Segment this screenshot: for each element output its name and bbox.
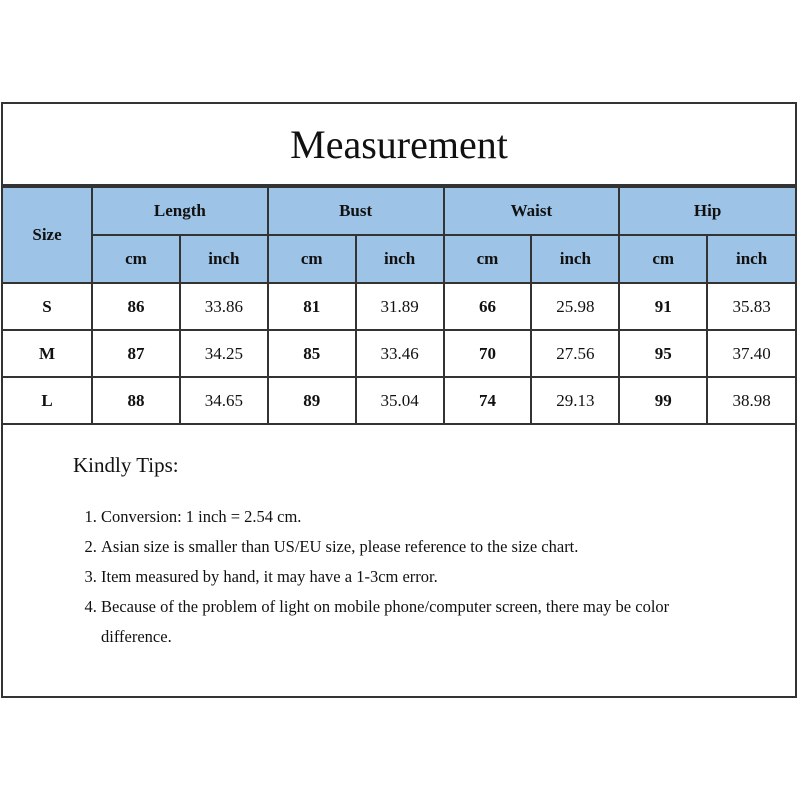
header-hip: Hip [619, 187, 795, 235]
inch-cell: 33.86 [180, 283, 268, 330]
measurement-table [3, 186, 795, 425]
cm-cell: 81 [268, 283, 356, 330]
tips-section [3, 425, 795, 652]
unit-cm: cm [619, 235, 707, 283]
inch-cell: 27.56 [531, 330, 619, 377]
unit-cm: cm [92, 235, 180, 283]
cm-cell: 86 [92, 283, 180, 330]
cm-cell: 91 [619, 283, 707, 330]
size-cell: S [3, 283, 92, 330]
tips-heading: Kindly Tips: [73, 453, 179, 477]
tip-item: 1. Conversion: 1 inch = 2.54 cm. [101, 502, 795, 532]
inch-cell: 34.65 [180, 377, 268, 424]
cm-cell: 74 [444, 377, 532, 424]
table-row [3, 330, 795, 377]
cm-cell: 85 [268, 330, 356, 377]
cm-cell: 99 [619, 377, 707, 424]
inch-cell: 37.40 [707, 330, 795, 377]
header-length: Length [92, 187, 268, 235]
size-cell: M [3, 330, 92, 377]
inch-cell: 35.83 [707, 283, 795, 330]
table-row [3, 377, 795, 424]
unit-inch: inch [180, 235, 268, 283]
inch-cell: 25.98 [531, 283, 619, 330]
unit-inch: inch [707, 235, 795, 283]
inch-cell: 33.46 [356, 330, 444, 377]
tip-item: 4. Because of the problem of light on mobile phone/computer screen, there may be color difference. [101, 592, 701, 652]
inch-cell: 29.13 [531, 377, 619, 424]
header-row-units [3, 235, 795, 283]
inch-cell: 35.04 [356, 377, 444, 424]
inch-cell: 31.89 [356, 283, 444, 330]
cm-cell: 70 [444, 330, 532, 377]
unit-inch: inch [356, 235, 444, 283]
table-row [3, 283, 795, 330]
cm-cell: 89 [268, 377, 356, 424]
cm-cell: 88 [92, 377, 180, 424]
header-row-groups [3, 187, 795, 235]
size-chart [1, 102, 797, 698]
tips-list [73, 502, 795, 652]
cm-cell: 66 [444, 283, 532, 330]
inch-cell: 38.98 [707, 377, 795, 424]
cm-cell: 95 [619, 330, 707, 377]
inch-cell: 34.25 [180, 330, 268, 377]
size-cell: L [3, 377, 92, 424]
header-waist: Waist [444, 187, 620, 235]
header-bust: Bust [268, 187, 444, 235]
chart-title: Measurement [3, 104, 795, 186]
header-size: Size [3, 187, 92, 283]
cm-cell: 87 [92, 330, 180, 377]
unit-inch: inch [531, 235, 619, 283]
unit-cm: cm [268, 235, 356, 283]
unit-cm: cm [444, 235, 532, 283]
tip-item: 2. Asian size is smaller than US/EU size, please reference to the size chart. [101, 532, 795, 562]
tip-item: 3. Item measured by hand, it may have a 1-3cm error. [101, 562, 795, 592]
